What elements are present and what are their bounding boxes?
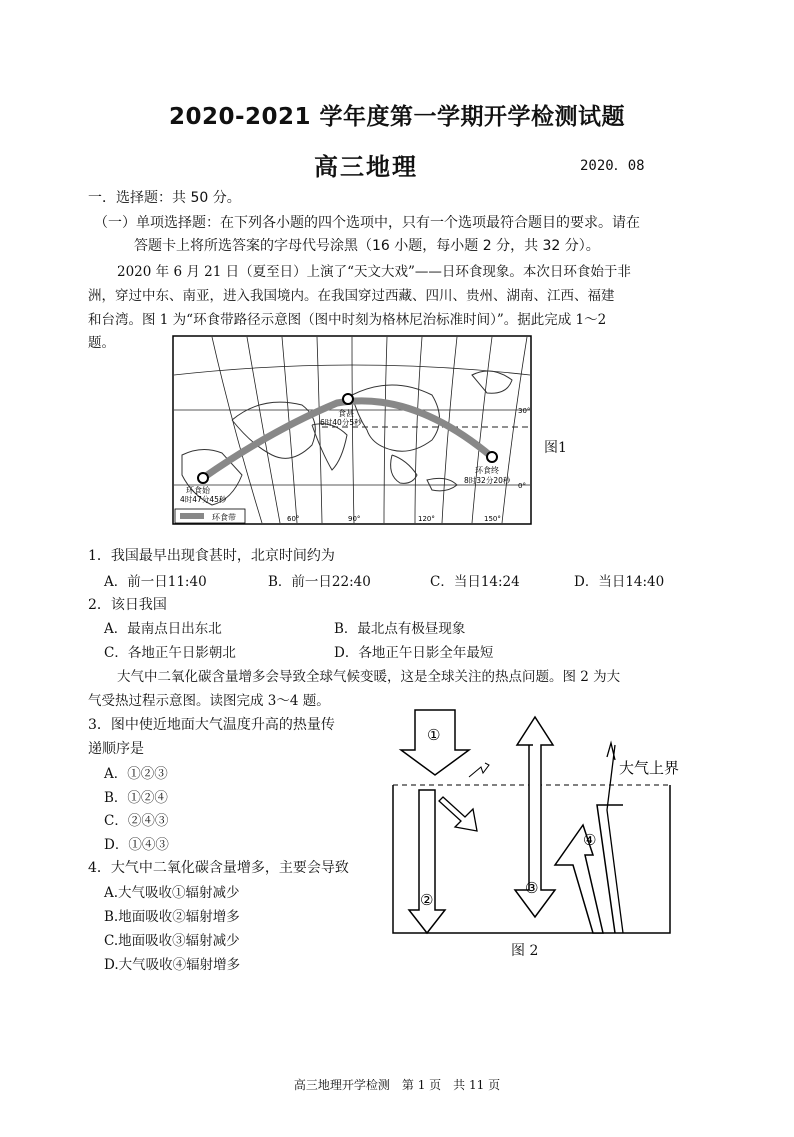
instructions-line2: 答题卡上将所选答案的字母代号涂黑（16 小题，每小题 2 分，共 32 分）。 (134, 238, 600, 254)
atmosphere-heating-diagram (385, 705, 685, 935)
passage1-line3: 和台湾。图 1 为“环食带路径示意图（图中时刻为格林尼治标准时间）”。据此完成 1～2 (88, 312, 607, 328)
section-heading: 一．选择题：共 50 分。 (88, 190, 241, 206)
max-label: 食甚 (338, 409, 354, 418)
eclipse-start-point (198, 473, 208, 483)
start-label: 环食始 (186, 486, 210, 495)
passage2-line1: 大气中二氧化碳含量增多会导致全球气候变暖，这是全球关注的热点问题。图 2 为大 (117, 669, 621, 685)
lat-label-30: 30° (518, 407, 531, 415)
q4-stem: 4．大气中二氧化碳含量增多，主要会导致 (88, 860, 349, 876)
q2-option-b[interactable]: B．最北点有极昼现象 (334, 621, 466, 637)
passage1-line1: 2020 年 6 月 21 日（夏至日）上演了“天文大戏”——日环食现象。本次日环食始于非 (117, 264, 631, 280)
arrow-scatter (469, 763, 489, 777)
eclipse-end-point (487, 452, 497, 462)
passage1-line2: 洲，穿过中东、南亚，进入我国境内。在我国穿过西藏、四川、贵州、湖南、江西、福建 (88, 288, 615, 304)
q4-option-c[interactable]: C.地面吸收③辐射减少 (104, 933, 240, 949)
eclipse-path-map (172, 335, 532, 525)
end-label: 环食终 (475, 466, 499, 475)
instructions-line1: （一）单项选择题：在下列各小题的四个选项中，只有一个选项最符合题目的要求。请在 (94, 215, 640, 231)
lat-label-0: 0° (518, 482, 526, 490)
q3-stem-line2: 递顺序是 (88, 741, 144, 757)
q3-option-d[interactable]: D．①④③ (104, 837, 169, 853)
figure2-caption: 图 2 (511, 943, 539, 959)
q4-option-b[interactable]: B.地面吸收②辐射增多 (104, 909, 240, 925)
q3-option-a[interactable]: A．①②③ (104, 766, 168, 782)
passage1-line4: 题。 (88, 335, 115, 351)
q2-option-c[interactable]: C．各地正午日影朝北 (104, 645, 236, 661)
arrow-ground-radiation-in (409, 790, 445, 933)
q1-option-b[interactable]: B．前一日22:40 (268, 574, 371, 590)
page-footer: 高三地理开学检测 第 1 页 共 11 页 (293, 1078, 501, 1092)
q3-stem-line1: 3．图中使近地面大气温度升高的热量传 (88, 717, 335, 733)
figure1-caption: 图1 (544, 440, 567, 456)
q3-option-c[interactable]: C．②④③ (104, 813, 169, 829)
q2-stem: 2．该日我国 (88, 597, 167, 613)
q4-option-d[interactable]: D.大气吸收④辐射增多 (104, 957, 241, 973)
arrow-outgoing-path (597, 805, 623, 933)
q1-stem: 1．我国最早出现食甚时，北京时间约为 (88, 548, 335, 564)
q2-option-d[interactable]: D．各地正午日影全年最短 (334, 645, 494, 661)
passage2-line2: 气受热过程示意图。读图完成 3～4 题。 (88, 693, 330, 709)
top-of-atmosphere-label: 大气上界 (619, 759, 680, 777)
q1-option-d[interactable]: D．当日14:40 (574, 574, 665, 590)
subject-title: 高三地理 (314, 153, 418, 181)
marker-1: ① (427, 726, 441, 744)
lon-label-60: 60° (287, 515, 300, 523)
lon-label-90: 90° (348, 515, 361, 523)
legend-swatch (180, 513, 204, 519)
marker-4: ④ (583, 831, 597, 849)
lon-label-150: 150° (484, 515, 501, 523)
exam-date: 2020．08 (580, 158, 645, 174)
marker-3: ③ (525, 879, 539, 897)
q4-option-a[interactable]: A.大气吸收①辐射减少 (104, 885, 240, 901)
eclipse-max-point (343, 394, 353, 404)
q2-option-a[interactable]: A．最南点日出东北 (104, 621, 222, 637)
start-time: 4时47分45秒 (180, 495, 227, 504)
lon-label-120: 120° (418, 515, 435, 523)
max-time: 6时40分5秒 (320, 418, 362, 427)
end-time: 8时32分20秒 (464, 476, 511, 485)
arrow-reflection (439, 797, 477, 831)
legend-label: 环食带 (212, 513, 236, 522)
q1-option-a[interactable]: A．前一日11:40 (104, 574, 207, 590)
page-title: 2020-2021 学年度第一学期开学检测试题 (168, 104, 626, 130)
marker-2: ② (420, 891, 434, 909)
q1-option-c[interactable]: C．当日14:24 (430, 574, 520, 590)
q3-option-b[interactable]: B．①②④ (104, 790, 168, 806)
